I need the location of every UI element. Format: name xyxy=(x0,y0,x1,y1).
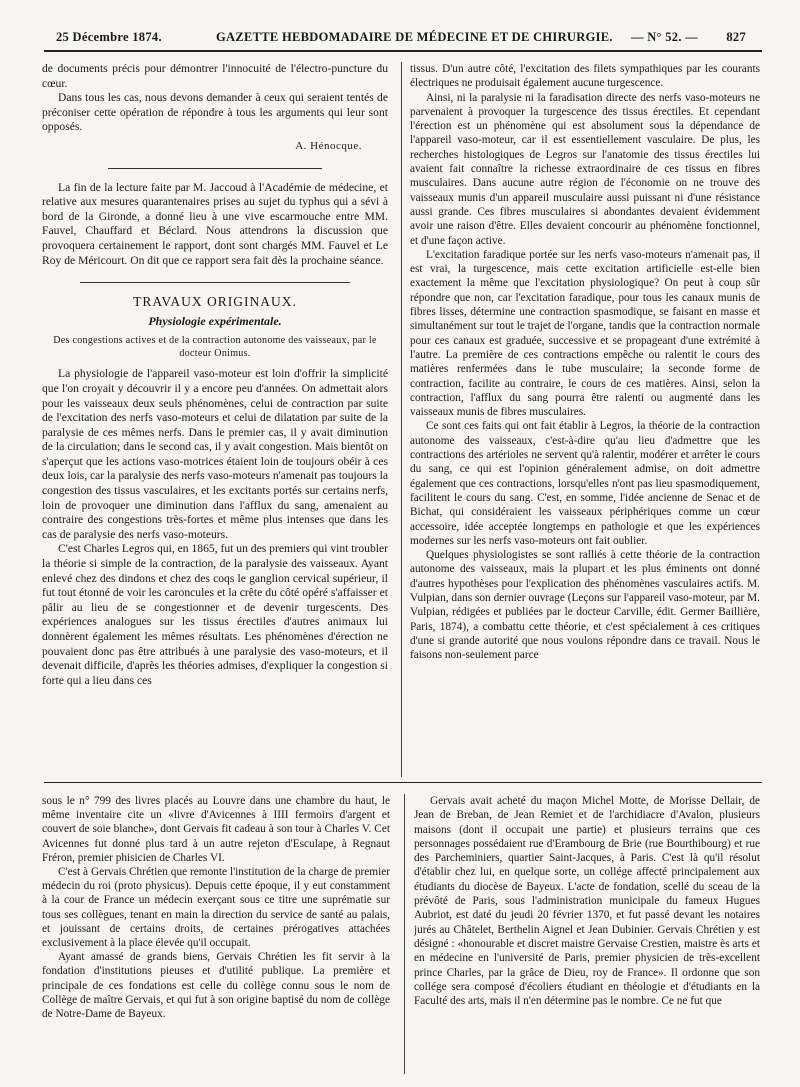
column-2 xyxy=(410,62,760,778)
paragraph: de documents précis pour démontrer l'innocuité de l'électro-puncture du cœur. xyxy=(42,62,388,90)
paragraph: La fin de la lecture faite par M. Jaccoud à l'Académie de médecine, et relative aux mesures quarantenaires prises au sujet du typhus qui a sévi à bord de la Gironde, a donné lieu à une vive escarmouche entre MM. Fauvel, Chauffard et Béclard. Nous attendrons la discussion que provoquera certainement le rapport, dont sont chargés MM. Fauvel et Le Roy de Méricourt. On dit que ce rapport sera fait dès la prochaine séance. xyxy=(42,180,388,267)
section-divider-rule xyxy=(44,782,762,783)
running-header xyxy=(56,30,746,48)
paragraph: L'excitation faradique portée sur les nerfs vaso-moteurs n'amenait pas, il est vrai, la turgescence, mais cette excitation artificielle est-elle bien exactement la même que l'excitation physiologique? On peut à coup sûr répondre que non, car l'excitation faradique, pour tous les canaux munis de fibres lisses, détermine une contraction spasmodique, se faisant en masse et simultanément sur tout le trajet de l'organe, tandis que la contraction normale pour ces canaux est graduée, successive et se propageant d'une extrémité à l'autre. La première de ces contractions empêche ou ralentit le cours des matières renfermées dans le tube musculaire; la seconde forme de contraction, facilite au contraire, le cours de ces matières. Ainsi, selon la contraction, l'afflux du sang pourra être ralenti ou augmenté dans les vaisseaux munis de fibres musculaires. xyxy=(410,248,760,419)
journal-title: GAZETTE HEBDOMADAIRE DE MÉDECINE ET DE CHIRURGIE. xyxy=(216,30,613,44)
paragraph: C'est à Gervais Chrétien que remonte l'institution de la charge de premier médecin du roi (proto physicus). Depuis cette époque, il y eut constamment à la cour de France un médecin exerçant sous ce titre une suprématie sur tous ses collègues, tenant en main la direction du service de santé au palais, et jouissant de certains droits, de certaines prérogatives attachées exclusivement à la place élevée qu'il occupait. xyxy=(42,866,390,950)
paragraph: La physiologie de l'appareil vaso-moteur est loin d'offrir la simplicité que l'on croyait y découvrir il y a encore peu d'années. On admettait alors pour les vaisseaux deux seuls phénomènes, celui de contraction par suite de l'excitation des nerfs vaso-moteurs et celui de dilatation par suite de la paralysie de ces mêmes nerfs. Dans le premier cas, il y avait diminution de la circulation; dans le second cas, il y avait congestion. Mais bientôt on s'aperçut que les actions vaso-motrices étaient loin de toujours obéir à ces deux lois, car la paralysie des nerfs vaso-moteurs n'amenait pas toujours la congestion des tissus vasculaires, et les excitants portés sur certains nerfs, loin de provoquer une diminution dans l'afflux du sang, amenaient au contraire des congestions très-fortes et même plus intenses que dans les cas de paralysie des nerfs vaso-moteurs. xyxy=(42,367,388,541)
column-divider-bottom xyxy=(404,794,405,1074)
issue-number: — N° 52. — xyxy=(630,30,698,44)
header-rule xyxy=(44,50,762,52)
column-4 xyxy=(414,794,760,1076)
header-date: 25 Décembre 1874. xyxy=(56,30,162,44)
page-number: 827 xyxy=(726,30,746,44)
paragraph: C'est Charles Legros qui, en 1865, fut un des premiers qui vint troubler la théorie si simple de la contraction, de la paralysie des vaisseaux. Ayant enlevé chez des dindons et chez des coqs le ganglion cervical supérieur, il fut tout étonné de voir les caroncules et la crête du côté opéré s'affaisser et pâlir au lieu de se congestionner et de devenir turgescents. Des expériences analogues sur les tissus érectiles d'autres animaux lui donnèrent également les mêmes résultats. Les phénomènes d'érection ne pouvaient donc pas être attribués à une paralysie des vaso-moteurs, et il devenait difficile, d'après les théories admises, d'expliquer la congestion si forte qui a lieu dans ces xyxy=(42,542,388,687)
paragraph: Ainsi, ni la paralysie ni la faradisation directe des nerfs vaso-moteurs ne parvenaient à provoquer la turgescence des tissus érectiles. Et cependant l'érection est un phénomène qui est absolument sous la dépendance de l'appareil vaso-moteur, car il est essentiellement vasculaire. De plus, les recherches histologiques de Legros sur l'anatomie des tissus érectiles lui avaient fait connaître la richesse extraordinaire de ces tissus en fibres musculaires. Dans aucune autre région de l'économie on ne trouve des vaisseaux munis d'un appareil musculaire aussi puissant ni d'une résistance aussi grande. Ces fibres musculaires si abondantes devaient évidemment avoir une raison d'être. Elles devaient concourir au phénomène fonctionnel, et d'une façon active. xyxy=(410,91,760,247)
author-signature: A. Hénocque. xyxy=(295,139,362,152)
column-1 xyxy=(42,62,388,776)
paragraph: Ce sont ces faits qui ont fait établir à Legros, la théorie de la contraction autonome des vaisseaux, c'est-à-dire qu'au lieu d'admettre que les contractions des artérioles ne servent qu'à ralentir, modérer et arrêter le cours du sang, ce qui est l'opinion généralement admise, on doit admettre également que ces contractions, lorsqu'elles n'ont pas lieu spasmodiquement, facilitent le cours du sang. C'est, en somme, l'idée ancienne de Senac et de Bichat, qui considéraient les vaisseaux périphériques comme un cœur accessoire, idée acceptée longtemps en pathologie et que les expériences modernes sur les nerfs vaso-moteurs ont fait oublier. xyxy=(410,420,760,547)
column-3 xyxy=(42,794,390,1076)
separator-rule xyxy=(108,168,322,169)
paragraph: Ayant amassé de grands biens, Gervais Chrétien les fit servir à la fondation d'institutions pieuses et d'utilité publique. La première et principale de ces fondations est celle du collège connu sous le nom de Collège de maître Gervais, et qui fut à son origine baptisé du nom de collège de Notre-Dame de Bayeux. xyxy=(42,951,390,1021)
subsection-title: Physiologie expérimentale. xyxy=(148,313,282,328)
paragraph: Quelques physiologistes se sont ralliés à cette théorie de la contraction autonome des vaisseaux, mais la plupart et les plus éminents ont donné d'autres hypothèses pour l'explication des phénomènes vasculaires actifs. M. Vulpian, dans son dernier ouvrage (Leçons sur l'appareil vaso-moteur, par M. Vulpian, rédigées et publiées par le docteur Carville, édit. Germer Baillière, Paris, 1874), a combattu cette théorie, et c'est spécialement à ces critiques d'une si grande autorité que nous voulons répondre dans ce travail. Nous le faisons non-seulement parce xyxy=(410,549,760,662)
paragraph: sous le n° 799 des livres placés au Louvre dans une chambre du haut, le même inventaire cite un «livre d'Avicennes à IIII fermoirs d'argent et couvert de soie blanche», dont Gervais fit cadeau à son tour à Charles V. Cet Avicennes fut donné plus tard à un autre rejeton d'Esculape, à Regnaut Fréron, premier phisicien de Charles VI. xyxy=(42,795,390,864)
separator-rule xyxy=(80,282,350,283)
section-title: TRAVAUX ORIGINAUX. xyxy=(133,294,297,310)
paragraph: tissus. D'un autre côté, l'excitation des filets sympathiques par les courants électriques ne produisait également aucune turgescence. xyxy=(410,63,760,90)
paragraph: Dans tous les cas, nous devons demander à ceux qui seraient tentés de préconiser cette opération de répondre à tous les arguments qui leur sont opposés. xyxy=(42,91,388,134)
column-divider-top xyxy=(401,62,402,777)
article-title: Des congestions actives et de la contraction autonome des vaisseaux, par le docteur Onimus. xyxy=(53,335,377,360)
paragraph: Gervais avait acheté du maçon Michel Motte, de Morisse Dellair, de Jean de Breban, de Jean Remiet et de l'archidiacre d'Avalon, plusieurs maisons (dont il occupait une partie) et plusieurs terrains que ces personnages possédaient rue d'Erambourg de Brie (rue Bourthibourg) et rue des Parcheminiers, quartier Saint-Jacques, à Paris. C'est là qu'il résolut d'établir chez lui, en quelque sorte, un collége affecté principalement aux étudiants du diocèse de Bayeux. L'acte de fondation, scellé du sceau de la prévôté de Paris, sous l'administration municipale du fameux Hugues Aubriot, est daté du jeudi 20 février 1370, et fut passé devant les notaires jurés au Châtelet, Berthelin Aignel et Jean Dubinier. Gervais Chrétien y est désigné : «honourable et discret maistre Gervaise Crestien, maistre ès arts et en médecine en l'université de Paris, premier physicien de très-excellent prince Charles, par la grâce de Dieu, roy de France». Il ordonne que son collége sera composé d'écoliers étudiant en théologie et d'étudiants en la Faculté des arts, mais il n'en détermine pas le nombre. Ce ne fut que xyxy=(414,795,760,1008)
